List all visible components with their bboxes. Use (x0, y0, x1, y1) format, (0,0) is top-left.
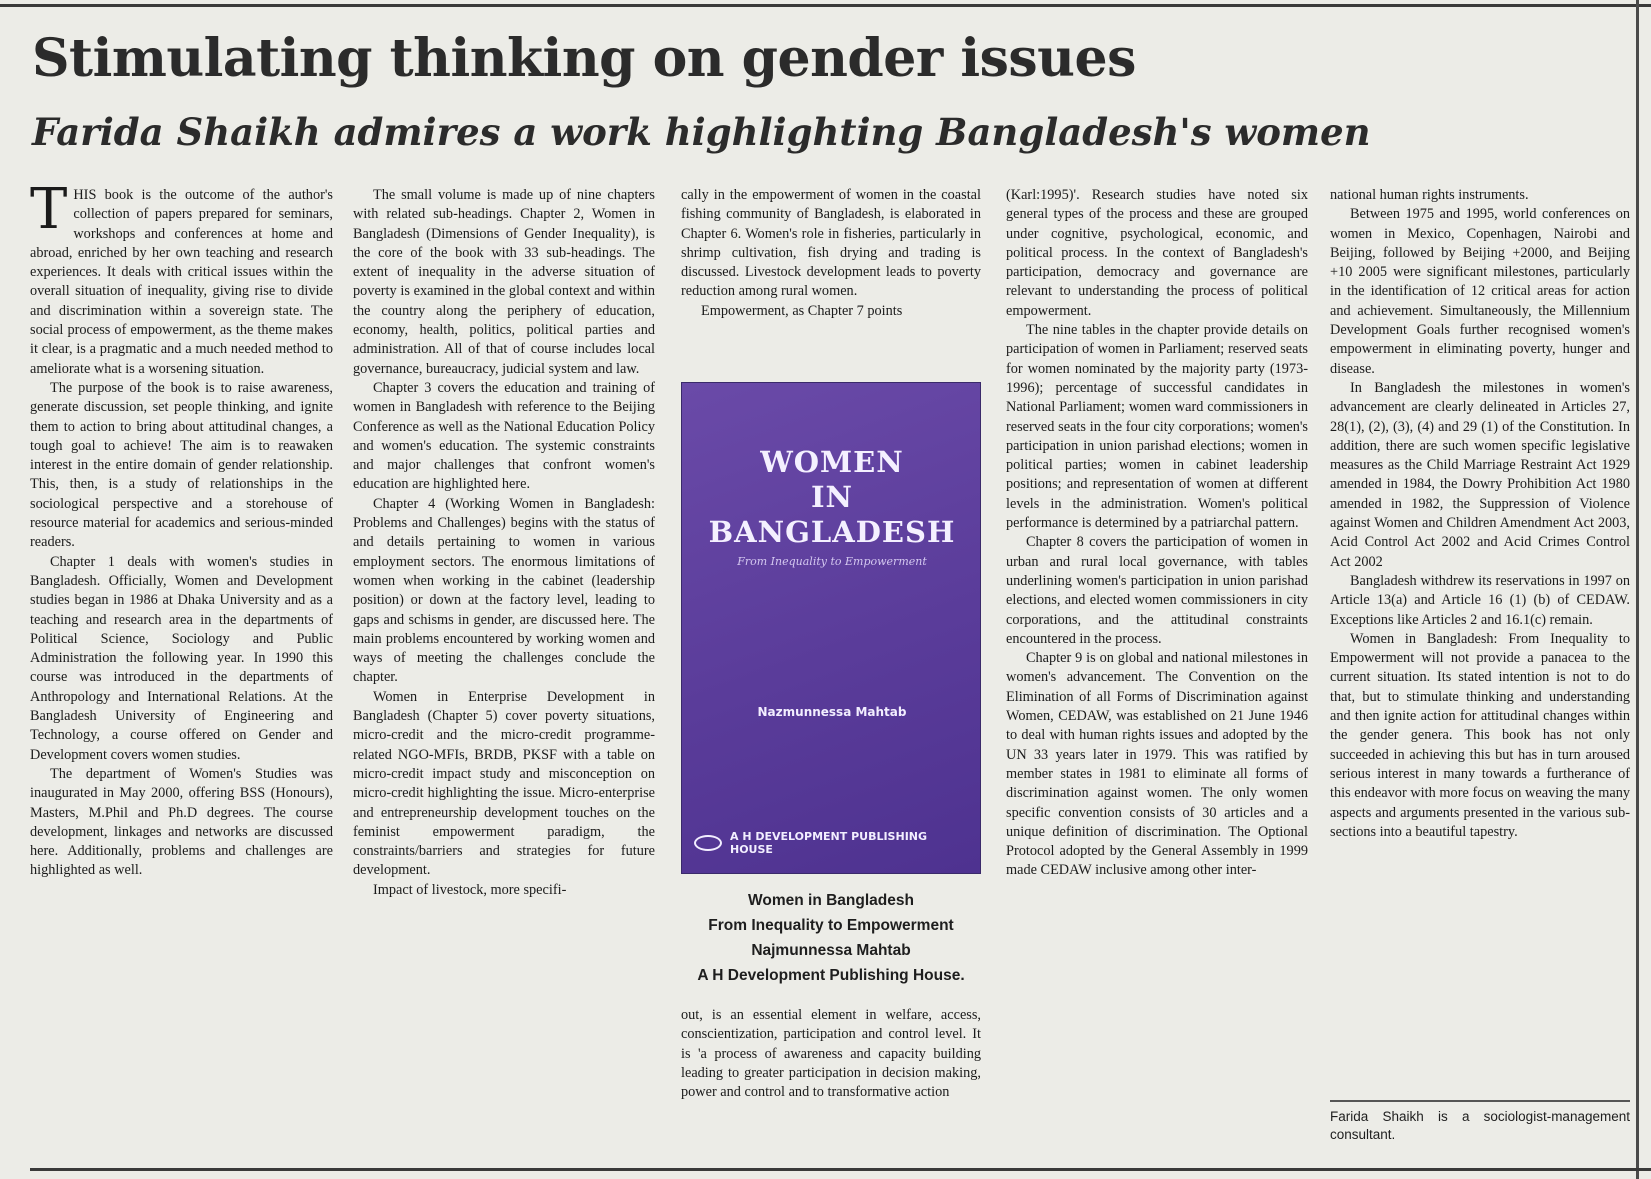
paragraph-16: Chapter 9 is on global and national milestones in women's advancement. The Convention on the Elimination of all Forms of Discrimination against Women, CEDAW, was established on 21 June 1946 to deal with human rights issues and adopted by the UN 33 years later in 1979. This was ratified by member states in 1981 to eliminate all forms of discrimination against women. The only women specific convention consists of 30 articles and a unique definition of discrimination. The Optional Protocol adopted by the General Assembly in 1999 made CEDAW inclusive among other inter- (1006, 650, 1308, 879)
cover-title-line: BANGLADESH (708, 515, 956, 549)
paragraph-5: The small volume is made up of nine chapters with related sub-headings. Chapter 2, Women in Bangladesh (Dimensions of Gender Inequality), is the core of the book with 33 sub-headings. The extent of inequality in the adverse situation of poverty is examined in the global context and within the country along the periphery of education, economy, health, politics, political parties and administration. All of that of course includes local governance, bureaucracy, judicial system and law. (353, 187, 655, 377)
paragraph-9: Impact of livestock, more specifi- (373, 881, 567, 898)
column-3-top (681, 186, 981, 356)
cover-title-line: WOMEN (760, 445, 904, 479)
cover-publisher (694, 830, 970, 856)
paragraph-12: out, is an essential element in welfare, access, conscientization, participation and control level. It is 'a process of awareness and capacity building leading to greater participation in decision making, power and control and to transformative action (681, 1007, 981, 1101)
paragraph-10: cally in the empowerment of women in the coastal fishing community of Bangladesh, is elaborated in Chapter 6. Women's role in fisheries, particularly in shrimp cultivation, fish drying and trading is discussed. Livestock development leads to poverty reduction among rural women. (681, 187, 981, 300)
cover-title-line: IN (810, 480, 854, 514)
headline: Stimulating thinking on gender issues (32, 28, 1136, 89)
column-5 (1330, 186, 1630, 1098)
paragraph-7: Chapter 4 (Working Women in Bangladesh: Problems and Challenges) begins with the status of and details pertaining to women in various employment sectors. The enormous limitations of women when working in the cabinet (leadership position) or down at the factory level, leading to gaps and schisms in gender, are discussed here. The main problems encountered by working women and ways of meeting the challenges conclude the chapter. (353, 495, 655, 686)
book-cover-image (681, 382, 981, 874)
paragraph-20: Bangladesh withdrew its reservations in 1997 on Article 13(a) and Article 16 (1) (b) of CEDAW. Exceptions like Articles 2 and 16.1(c) remain. (1330, 572, 1630, 628)
column-1 (30, 186, 333, 1161)
column-3-bottom (681, 1006, 981, 1156)
right-rule (1636, 0, 1639, 1179)
paragraph-15: Chapter 8 covers the participation of women in urban and rural local governance, with tables underlining women's participation in union parishad elections, and elected women commissioners in city corporations, and the attitudinal constraints encountered in the process. (1006, 534, 1308, 647)
paragraph-19: In Bangladesh the milestones in women's advancement are clearly delineated in Articles 27, 28(1), (2), (3), (4) and 29 (1) of the Constitution. In addition, there are such women specific legislative measures as the Child Marriage Restraint Act 1929 amended in 1984, the Dowry Prohibition Act 1980 amended in 1982, the Suppression of Violence against Women and Children Amendment Act 2003, Acid Control Act 2002 and Acid Crimes Control Act 2002 (1330, 379, 1630, 570)
cover-title (682, 445, 982, 550)
caption-author: Najmunnessa Mahtab (751, 942, 911, 959)
paragraph-17: national human rights instruments. (1330, 187, 1529, 203)
cover-author: Nazmunnessa Mahtab (757, 705, 907, 719)
paragraph-13: (Karl:1995)'. Research studies have noted six general types of the process and these are grouped under cognitive, psychological, economic, and political process. In the context of Bangladesh's participation, democracy and governance are relevant to understanding the process of political empowerment. (1006, 187, 1308, 319)
paragraph-3: Chapter 1 deals with women's studies in Bangladesh. Officially, Women and Development studies began in 1986 at Dhaka University and as a teaching and research area in the departments of Political Science, Sociology and Public Administration the following year. In 1990 this course was introduced in the departments of Anthropology and International Relations. At the Bangladesh University of Engineering and Technology, a course offered on Gender and Development covers women studies. (30, 553, 333, 763)
author-byline: Farida Shaikh is a sociologist-management consultant. (1330, 1109, 1630, 1142)
paragraph-2: The purpose of the book is to raise awareness, generate discussion, set people thinking, and ignite them to action to bring about attitudinal changes, a tough goal to achieve! The aim is to reawaken interest in the entire domain of gender relationship. This, then, is a study of relationships in the sociological perspective and a storehouse of resource material for academics and serious-minded readers. (30, 379, 333, 551)
paragraph-1 (30, 186, 333, 379)
paragraph-11: Empowerment, as Chapter 7 points (701, 302, 903, 319)
bottom-rule (30, 1168, 1651, 1171)
column-2 (353, 186, 655, 1146)
cover-subtitle: From Inequality to Empowerment (737, 555, 927, 568)
caption-subtitle: From Inequality to Empowerment (708, 917, 954, 934)
caption-title: Women in Bangladesh (748, 892, 914, 909)
paragraph-8: Women in Enterprise Development in Bangladesh (Chapter 5) cover poverty situations, micro-credit and the micro-credit programme-related NGO-MFIs, BRDB, PKSF with a table on micro-credit impact study and misconception on micro-credit highlighting the issue. Micro-enterprise and entrepreneurship development touches on the feminist empowerment paradigm, the constraints/barriers and strategies for future development. (353, 688, 655, 879)
paragraph-21: Women in Bangladesh: From Inequality to Empowerment will not provide a panacea to the current situation. Its stated intention is not to do that, but to stimulate thinking and understanding and then ignite action for attitudinal changes within the gender genera. This book has not only succeeded in achieving this but has in turn aroused serious interest in many towards a furtherance of this endeavor with more focus on weaving the many aspects and arguments presented in the various sub-sections into a beautiful tapestry. (1330, 630, 1630, 840)
paragraph-6: Chapter 3 covers the education and training of women in Bangladesh with reference to the Beijing Conference as well as the National Education Policy and women's education. The systemic constraints and major challenges that confront women's education are highlighted here. (353, 379, 655, 493)
paragraph-18: Between 1975 and 1995, world conferences on women in Mexico, Copenhagen, Nairobi and Beijing, followed by Beijing +2000, and Beijing +10 2005 were significant milestones, particularly in the identification of 12 critical areas for action and achievement. Simultaneously, the Millennium Development Goals further recognised women's empowerment in eliminating poverty, hunger and disease. (1330, 206, 1630, 377)
book-caption (681, 888, 981, 988)
paragraph-1-text: HIS book is the outcome of the author's collection of papers prepared for seminars, workshops and conferences at home and abroad, enriched by her own teaching and research experiences. It deals with critical issues within the overall situation of inequality, giving rise to divide and discrimination within a sovereign state. The social process of empowerment, as the theme makes it clear, is a pragmatic and a much needed method to ameliorate what is a worsening situation. (30, 187, 333, 377)
cover-publisher-name: A H DEVELOPMENT PUBLISHING HOUSE (730, 830, 928, 856)
column-4 (1006, 186, 1308, 1146)
paragraph-14: The nine tables in the chapter provide details on participation of women in Parliament; reserved seats for women nominated by the majority party (1973-1996); percentage of successful candidates in National Parliament; women ward commissioners in reserved seats in the four city corporations; women's participation in union parishad elections; women in political parties; women in cabinet leadership positions; and representation of women at different levels in the administration. Women's political performance is determined by a patriarchal pattern. (1006, 322, 1308, 532)
top-rule (0, 4, 1651, 7)
subheadline: Farida Shaikh admires a work highlighting Bangladesh's women (32, 110, 1371, 154)
byline-divider (1330, 1100, 1630, 1102)
paragraph-4: The department of Women's Studies was inaugurated in May 2000, offering BSS (Honours), Masters, M.Phil and Ph.D degrees. The course development, linkages and networks are discussed here. Additionally, problems and challenges are highlighted as well. (30, 765, 333, 879)
drop-cap: T (30, 186, 68, 242)
caption-publisher: A H Development Publishing House. (697, 967, 965, 984)
publisher-logo-icon (694, 835, 722, 851)
